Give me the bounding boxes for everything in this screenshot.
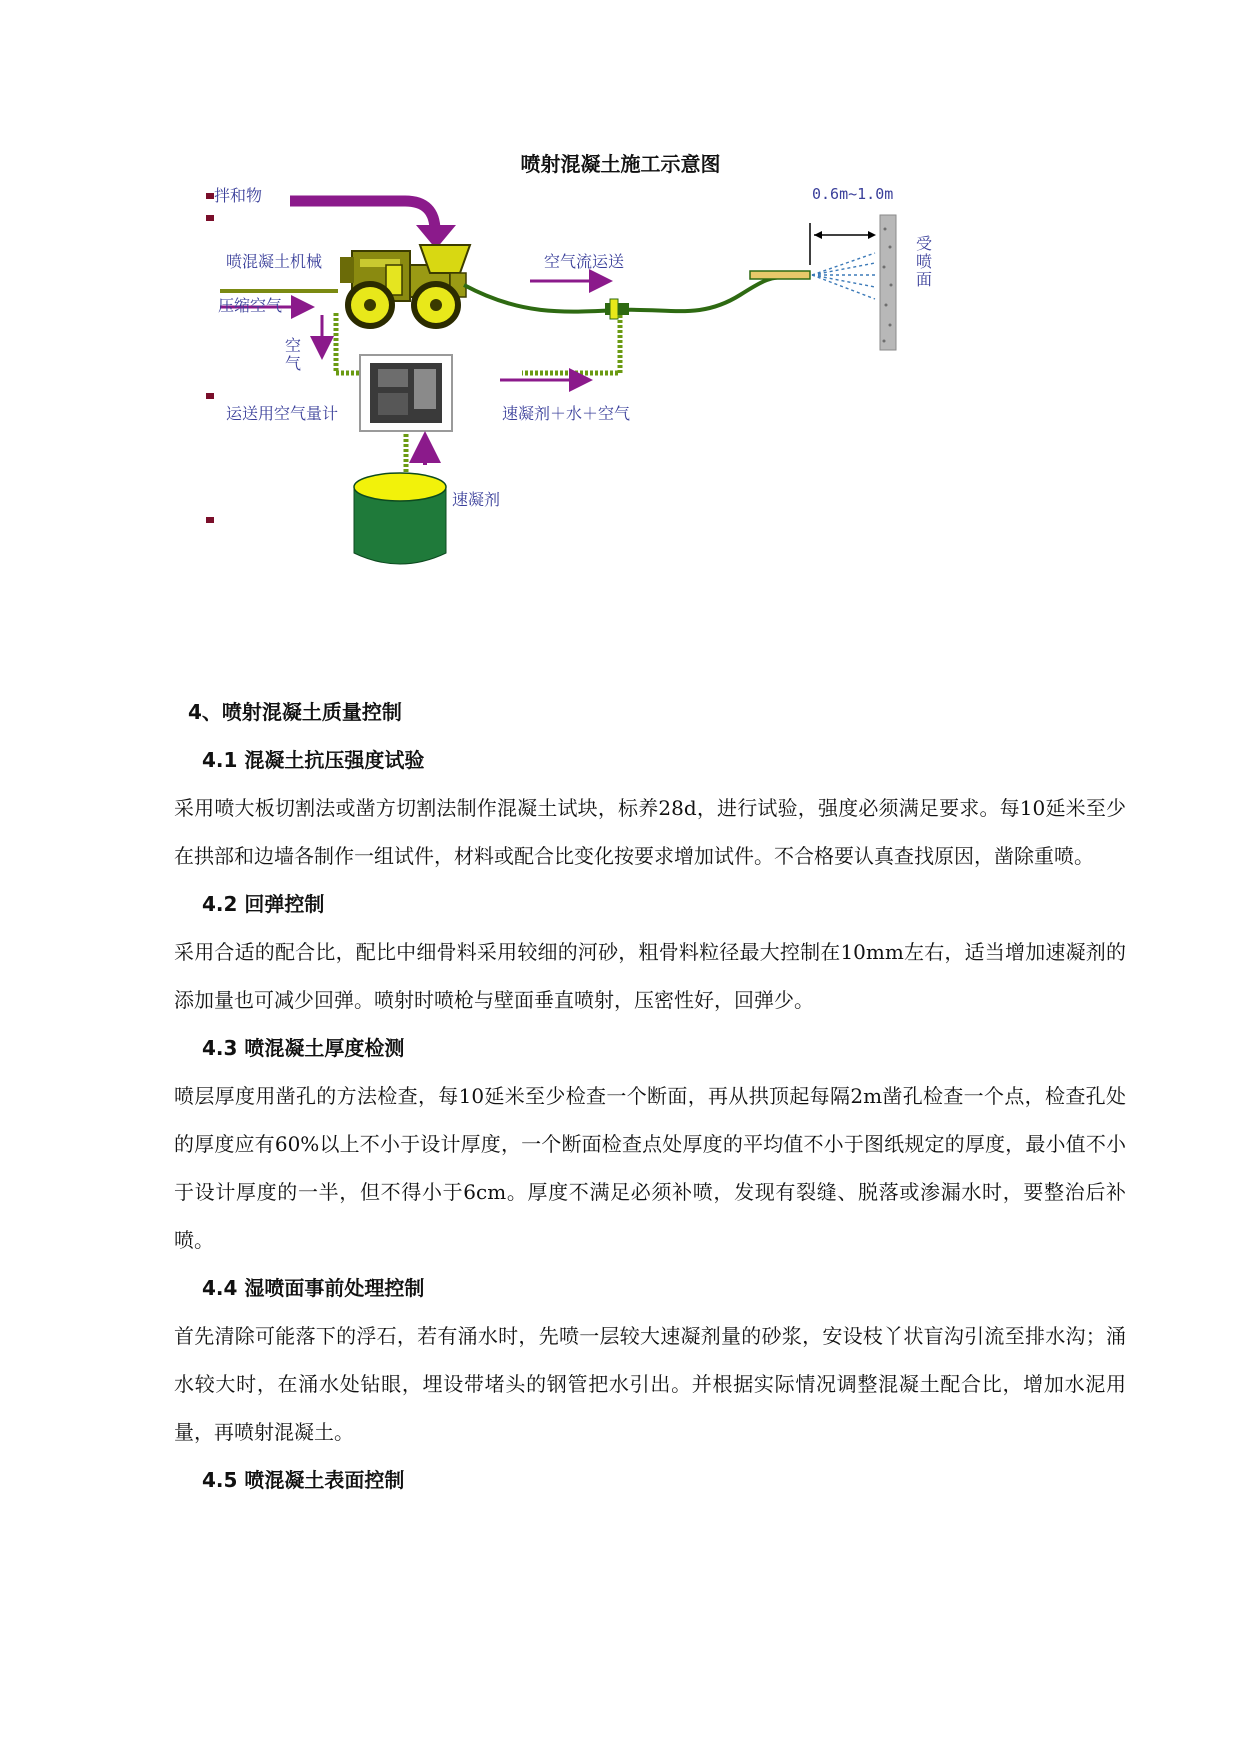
shotcrete-machine [340,245,470,326]
hose-coupling [605,299,629,319]
document-body [174,688,1126,1504]
label-machine: 喷混凝土机械 [226,252,323,271]
label-surface: 受喷面 [915,234,932,289]
label-accel-water-air: 速凝剂＋水＋空气 [502,404,631,423]
shotcrete-diagram [214,185,1040,645]
nozzle [750,271,810,279]
label-air: 空气 [284,336,301,373]
paragraph: 采用喷大板切割法或凿方切割法制作混凝土试块，标养28d，进行试验，强度必须满足要求。每10延米至少在拱部和边墙各制作一组试件，材料或配合比变化按要求增加试件。不合格要认真查找原因，凿除重喷。 [174,796,1126,868]
bullet-marker [206,215,214,221]
bullet-marker [206,517,214,523]
label-air-meter: 运送用空气量计 [226,404,339,423]
subsection-heading: 4.2 回弹控制 [202,892,325,916]
label-airflow: 空气流运送 [544,252,625,271]
mixture-arrow [290,201,435,231]
subsection-heading: 4.1 混凝土抗压强度试验 [202,748,425,772]
sprayed-surface [880,215,896,350]
label-mixture: 拌和物 [214,186,263,205]
label-compressed-air: 压缩空气 [218,296,283,315]
air-meter [360,355,452,431]
accelerator-tank [354,473,446,564]
section-heading: 4、喷射混凝土质量控制 [188,700,402,724]
label-distance: 0.6m~1.0m [812,185,894,203]
figure-title: 喷射混凝土施工示意图 [520,152,721,176]
subsection-heading: 4.3 喷混凝土厚度检测 [202,1036,405,1060]
paragraph: 喷层厚度用凿孔的方法检查，每10延米至少检查一个断面，再从拱顶起每隔2m凿孔检查一个点，检查孔处的厚度应有60%以上不小于设计厚度，一个断面检查点处厚度的平均值不小于图纸规定的厚度，最小值不小于设计厚度的一半，但不得小于6cm。厚度不满足必须补喷，发现有裂缝、脱落或渗漏水时，要整治后补喷。 [174,1084,1126,1252]
subsection-heading: 4.4 湿喷面事前处理控制 [202,1276,425,1300]
paragraph: 首先清除可能落下的浮石，若有涌水时，先喷一层较大速凝剂量的砂浆，安设枝丫状盲沟引流至排水沟；涌水较大时，在涌水处钻眼，埋设带堵头的钢管把水引出。并根据实际情况调整混凝土配合比，增加水泥用量，再喷射混凝土。 [174,1324,1126,1444]
subsection-heading: 4.5 喷混凝土表面控制 [202,1468,405,1492]
label-accelerator: 速凝剂 [452,490,501,509]
spray-pattern [812,253,875,299]
paragraph: 采用合适的配合比，配比中细骨料采用较细的河砂，粗骨料粒径最大控制在10mm左右，适当增加速凝剂的添加量也可减少回弹。喷射时喷枪与壁面垂直喷射，压密性好，回弹少。 [174,940,1126,1012]
bullet-marker [206,193,214,199]
bullet-marker [206,393,214,399]
